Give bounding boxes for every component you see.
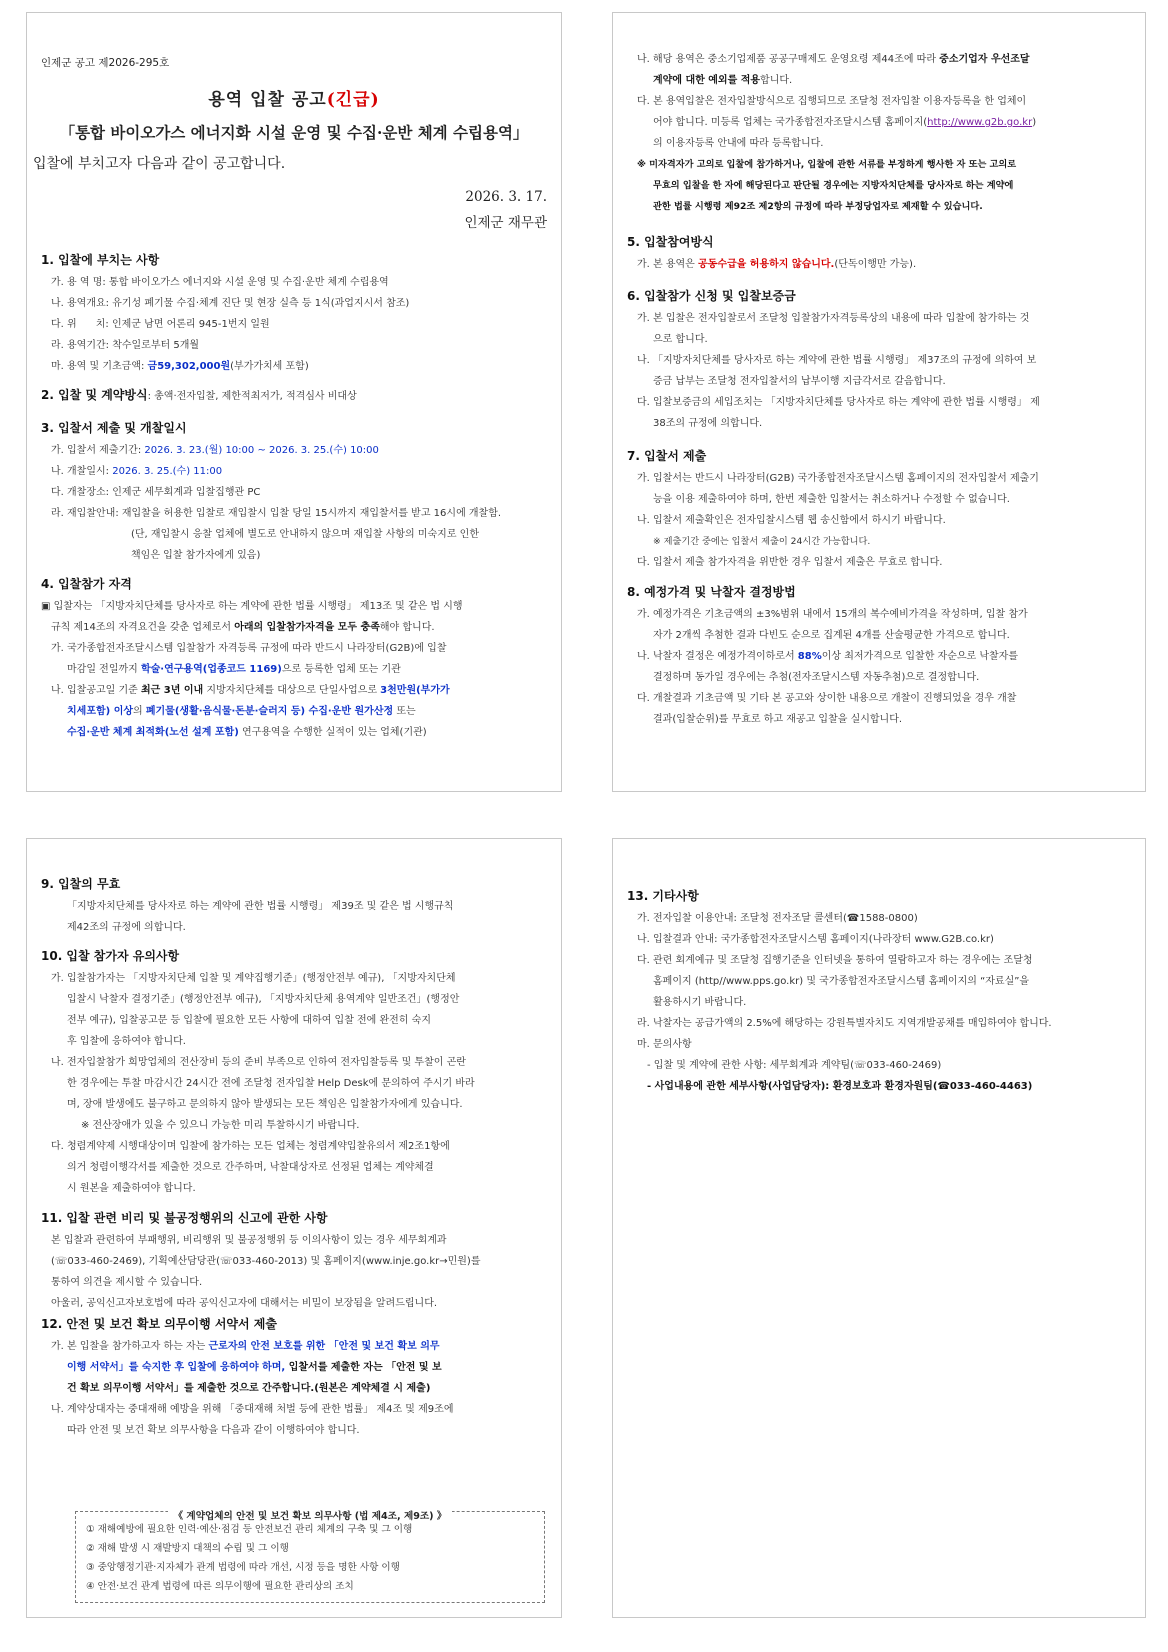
text: : 총액·전자입찰, 제한적최저가, 적격심사 비대상	[147, 391, 357, 402]
item-line: 다. 개찰결과 기초금액 및 기타 본 공고와 상이한 내용으로 개찰이 진행되었을 경우 개찰	[637, 693, 1017, 704]
g2b-link[interactable]: http://www.g2b.go.kr	[927, 117, 1033, 128]
section-2	[41, 385, 547, 407]
text: 아래의 입찰참가자격을 모두 충족	[234, 622, 380, 633]
item-line: 나. 계약상대자는 중대재해 예방을 위해 「중대재해 처벌 등에 관한 법률」 제4조 및 제9조에	[51, 1404, 454, 1415]
title-text: 용역 입찰 공고	[208, 90, 327, 110]
section-heading: 12. 안전 및 보건 확보 의무이행 서약서 제출	[41, 1317, 277, 1331]
item-line: 라. 재입찰안내: 재입찰을 허용한 입찰로 재입찰시 입찰 당일 15시까지 재입찰서를 받고 16시에 개찰함.	[51, 508, 502, 519]
text: 폐기물(생활·음식물·돈분·슬러지 등) 수집·운반 원가산정	[145, 706, 394, 717]
text: 규칙 제14조의 자격요건을 갖춘 업체로서	[51, 622, 235, 633]
section-heading: 10. 입찰 참가자 유의사항	[41, 949, 180, 963]
item-line: 입찰시 낙찰자 결정기준」(행정안전부 예규), 「지방자치단체 용역계약 일반조건」(행정안	[67, 994, 460, 1005]
submission-period: 2026. 3. 23.(월) 10:00 ~ 2026. 3. 25.(수) 10:00	[144, 445, 379, 456]
item-line: ▣ 입찰자는 「지방자치단체를 당사자로 하는 계약에 관한 법률 시행령」 제13조 및 같은 법 시행	[41, 601, 463, 612]
item-line	[41, 385, 547, 407]
item-line: 가. 용 역 명: 통합 바이오가스 에너지와 시설 운영 및 수집·운반 체계 수립용역	[51, 277, 389, 288]
item-line: 활용하시기 바랍니다.	[653, 997, 747, 1008]
item-line: 으로 합니다.	[653, 334, 708, 345]
item-line: 라. 용역기간: 착수일로부터 5개월	[51, 340, 200, 351]
section-heading: 8. 예정가격 및 낙찰자 결정방법	[627, 585, 796, 599]
item-line: 가. 예정가격은 기초금액의 ±3%범위 내에서 15개의 복수예비가격을 작성하며, 입찰 참가	[637, 609, 1028, 620]
warning-line: 무효의 입찰을 한 자에 해당된다고 판단될 경우에는 지방자치단체를 당사자로 하는 계약에	[653, 180, 1014, 191]
section-heading: 6. 입찰참가 신청 및 입찰보증금	[627, 289, 796, 303]
document-page-4	[612, 838, 1146, 1618]
item-line	[41, 1357, 547, 1378]
item-line: ※ 제출기간 중에는 입찰서 제출이 24시간 가능합니다.	[653, 536, 871, 547]
item-line: 38조의 규정에 의합니다.	[653, 418, 763, 429]
text: (부가가치세 포함)	[230, 361, 309, 372]
item-line: 책임은 입찰 참가자에게 있음)	[131, 550, 261, 561]
text: 합니다.	[760, 75, 793, 86]
item-line	[627, 49, 1131, 70]
contact-line: - 입찰 및 계약에 관한 사항: 세무회계과 계약팀(☏033-460-2469)	[647, 1060, 942, 1071]
text: 가. 입찰서 제출기간:	[51, 445, 145, 456]
item-line: 「지방자치단체를 당사자로 하는 계약에 관한 법률 시행령」 제39조 및 같은 법 시행규칙	[67, 901, 454, 912]
section-5	[627, 233, 1131, 275]
text: 입찰서를 제출한 자는 「안전 및 보	[285, 1362, 442, 1373]
text: 88%	[797, 651, 822, 662]
box-title: 《 계약업체의 안전 및 보건 확보 의무사항 (법 제4조, 제9조) 》	[168, 1511, 453, 1522]
item-line: 의거 청렴이행각서를 제출한 것으로 간주하며, 낙찰대상자로 선정된 업체는 계약체결	[67, 1162, 434, 1173]
box-item: ③ 중앙행정기관·지자체가 관계 법령에 따라 개선, 시정 등을 명한 사항 이행	[86, 1562, 400, 1573]
item-line: 다. 위 치: 인제군 남면 어론리 945-1번지 일원	[51, 319, 270, 330]
text: 수집·운반 체계 최적화(노선 설계 포함)	[67, 727, 239, 738]
box-item: ④ 안전·보건 관계 법령에 따른 의무이행에 필요한 관리상의 조치	[86, 1581, 354, 1592]
item-line	[41, 440, 547, 461]
warning-line: 관한 법률 시행령 제92조 제2항의 규정에 따라 부정당업자로 제재할 수 있습니다.	[653, 201, 983, 212]
text: 3천만원(부가가	[380, 685, 450, 696]
section-heading: 9. 입찰의 무효	[41, 877, 121, 891]
item-line: 나. 「지방자치단체를 당사자로 하는 계약에 관한 법률 시행령」 제37조의 규정에 의하여 보	[637, 355, 1037, 366]
item-line: 라. 낙찰자는 공급가액의 2.5%에 해당하는 강원특별자치도 지역개발공채를 매입하여야 합니다.	[637, 1018, 1052, 1029]
section-10	[41, 947, 547, 1199]
item-line	[41, 659, 547, 680]
item-line	[627, 254, 1131, 275]
item-line: 나. 용역개요: 유기성 폐기물 수집·체계 진단 및 현장 실측 등 1식(과업지시서 참조)	[51, 298, 410, 309]
section-heading: 4. 입찰참가 자격	[41, 577, 132, 591]
base-amount: 금59,302,000원	[147, 361, 231, 372]
notice-date: 2026. 3. 17.	[465, 189, 547, 205]
document-page-1	[26, 12, 562, 792]
section-heading: 11. 입찰 관련 비리 및 불공정행위의 신고에 관한 사항	[41, 1211, 328, 1225]
item-line: 능을 이용 제출하여야 하며, 한번 제출한 입찰서는 취소하거나 수정할 수 없습니다.	[653, 494, 1010, 505]
section-heading: 2. 입찰 및 계약방식	[41, 388, 148, 402]
text: 마. 용역 및 기초금액:	[51, 361, 148, 372]
section-4	[41, 575, 547, 743]
section-9	[41, 875, 547, 938]
text: 나. 낙찰자 결정은 예정가격이하로서	[637, 651, 798, 662]
section-1	[41, 251, 547, 377]
section-heading: 3. 입찰서 제출 및 개찰일시	[41, 421, 187, 435]
item-line: 다. 관련 회계예규 및 조달청 집행기준을 인터넷을 통하여 열람하고자 하는 경우에는 조달청	[637, 955, 1033, 966]
section-heading: 7. 입찰서 제출	[627, 449, 707, 463]
warning-line: ※ 미자격자가 고의로 입찰에 참가하거나, 입찰에 관한 서류를 부정하게 행사한 자 또는 고의로	[637, 159, 1017, 170]
box-title-wrap	[76, 1504, 544, 1523]
text: 이행 서약서」를 숙지한 후 입찰에 응하여야 하며,	[67, 1362, 286, 1373]
text: 연구용역을 수행한 실적이 있는 업체(기관)	[238, 727, 427, 738]
item-line: 가. 입찰서는 반드시 나라장터(G2B) 국가종합전자조달시스템 홈페이지의 전자입찰서 제출기	[637, 473, 1039, 484]
section-8	[627, 583, 1131, 730]
notice-number: 인제군 공고 제2026-295호	[41, 57, 170, 69]
item-line: (단, 재입찰시 응찰 업체에 별도로 안내하지 않으며 재입찰 사항의 미숙지로 인한	[131, 529, 479, 540]
item-line: 가. 국가종합전자조달시스템 입찰참가 자격등록 규정에 따라 반드시 나라장터(G2B)에 입찰	[51, 643, 447, 654]
item-line: 마. 문의사항	[637, 1039, 692, 1050]
safety-obligations-box	[75, 1511, 545, 1603]
text: 치세포함) 이상	[67, 706, 134, 717]
item-line: 아울러, 공익신고자보호법에 따라 공익신고자에 대해서는 비밀이 보장됨을 알려드립니다.	[51, 1298, 438, 1309]
text: 나. 해당 용역은 중소기업제품 공공구매제도 운영요령 제44조에 따라	[637, 54, 940, 65]
issuer: 인제군 재무관	[464, 215, 547, 231]
item-line: 나. 입찰서 제출확인은 전자입찰시스템 웹 송신함에서 하시기 바랍니다.	[637, 515, 946, 526]
text: 근로자의 안전 보호를 위한 「안전 및 보건 확보 의무	[208, 1341, 440, 1352]
item-line	[627, 70, 1131, 91]
item-line: 다. 입찰서 제출 참가자격을 위반한 경우 입찰서 제출은 무효로 합니다.	[637, 557, 943, 568]
item-line: 본 입찰과 관련하여 부패행위, 비리행위 및 불공정행위 등 이의사항이 있는 경우 세무회계과	[51, 1235, 447, 1246]
item-line: 나. 전자입찰참가 희망업체의 전산장비 등의 준비 부족으로 인하여 전자입찰등록 및 투찰이 곤란	[51, 1057, 466, 1068]
item-line: 한 경우에는 투찰 마감시간 24시간 전에 조달청 전자입찰 Help Desk에 문의하여 주시기 바라	[67, 1078, 475, 1089]
text: 이상 최저가격으로 입찰한 자순으로 낙찰자를	[821, 651, 1018, 662]
intro-text: 입찰에 부치고자 다음과 같이 공고합니다.	[33, 156, 286, 172]
text: (단독이행만 가능).	[834, 259, 917, 270]
item-line: 따라 안전 및 보건 확보 의무사항을 다음과 같이 이행하여야 합니다.	[67, 1425, 360, 1436]
section-6	[627, 287, 1131, 434]
item-line: ※ 전산장애가 있을 수 있으니 가능한 미리 투찰하시기 바랍니다.	[81, 1120, 360, 1131]
text: 가. 본 입찰을 참가하고자 하는 자는	[51, 1341, 209, 1352]
item-line: 다. 청렴계약제 시행대상이며 입찰에 참가하는 모든 업체는 청렴계약입찰유의서 제2조1항에	[51, 1141, 450, 1152]
text: 나. 입찰공고일 기준	[51, 685, 141, 696]
document-title	[27, 85, 561, 110]
item-line: 제42조의 규정에 의합니다.	[67, 922, 186, 933]
item-line: 가. 전자입찰 이용안내: 조달청 전자조달 콜센터(☎1588-0800)	[637, 913, 918, 924]
item-line: 가. 입찰참가자는 「지방자치단체 입찰 및 계약집행기준」(행정안전부 예규), 「지방자치단체	[51, 973, 456, 984]
section-heading: 5. 입찰참여방식	[627, 235, 714, 249]
item-line	[41, 701, 547, 722]
opening-date: 2026. 3. 25.(수) 11:00	[112, 466, 223, 477]
text: 가. 본 용역은	[637, 259, 699, 270]
item-line: 가. 본 입찰은 전자입찰로서 조달청 입찰참가자격등록상의 내용에 따라 입찰에 참가하는 것	[637, 313, 1030, 324]
text: 중소기업자 우선조달	[939, 54, 1030, 65]
item-line	[41, 1336, 547, 1357]
box-item: ② 재해 발생 시 재발방지 대책의 수립 및 그 이행	[86, 1543, 289, 1554]
text: 어야 합니다. 미등록 업체는 국가종합전자조달시스템 홈페이지(	[653, 117, 928, 128]
text: 해야 합니다.	[379, 622, 435, 633]
item-line	[627, 112, 1131, 133]
item-line	[41, 356, 547, 377]
section-12	[41, 1315, 547, 1441]
text: 의	[133, 706, 146, 717]
item-line	[41, 680, 547, 701]
section-7	[627, 447, 1131, 573]
text: 으로 등록한 업체 또는 기관	[281, 664, 401, 675]
project-name: 「통합 바이오가스 에너지화 시설 운영 및 수집·운반 체계 수립용역」	[59, 123, 529, 142]
item-line: 다. 개찰장소: 인제군 세무회계과 입찰집행관 PC	[51, 487, 261, 498]
item-line: (☏033-460-2469), 기획예산담당관(☏033-460-2013) 및 홈페이지(www.inje.go.kr→민원)를	[51, 1256, 481, 1267]
text: 공동수급을 허용하지 않습니다.	[698, 259, 835, 270]
item-line: 자가 2개씩 추첨한 결과 다빈도 순으로 집계된 4개를 산술평균한 가격으로 합니다.	[653, 630, 1010, 641]
item-line	[627, 646, 1131, 667]
section-3	[41, 419, 547, 566]
item-line: 다. 본 용역입찰은 전자입찰방식으로 집행되므로 조달청 전자입찰 이용자등록을 한 업체이	[637, 96, 1027, 107]
document-page-2	[612, 12, 1146, 792]
item-line: 증금 납부는 조달청 전자입찰서의 납부이행 지급각서로 갈음합니다.	[653, 376, 946, 387]
section-heading: 13. 기타사항	[627, 889, 699, 903]
item-line: 나. 입찰결과 안내: 국가종합전자조달시스템 홈페이지(나라장터 www.G2B.co.kr)	[637, 934, 994, 945]
item-line	[41, 617, 547, 638]
item-line: 홈페이지 (http//www.pps.go.kr) 및 국가종합전자조달시스템 홈페이지의 “자료실”을	[653, 976, 1030, 987]
text: 나. 개찰일시:	[51, 466, 113, 477]
urgent-tag: (긴급)	[326, 90, 380, 110]
item-line: 통하여 의견을 제시할 수 있습니다.	[51, 1277, 203, 1288]
item-line: 건 확보 의무이행 서약서」를 제출한 것으로 간주합니다.(원본은 계약체결 시 제출)	[67, 1383, 431, 1394]
section-heading: 1. 입찰에 부치는 사항	[41, 253, 160, 267]
section-4-continued	[627, 49, 1131, 217]
item-line	[41, 461, 547, 482]
text: 지방자치단체를 대상으로 단일사업으로	[203, 685, 381, 696]
item-line: 결정하며 동가일 경우에는 추첨(전자조달시스템 자동추첨)으로 결정합니다.	[653, 672, 980, 683]
item-line: 후 입찰에 응하여야 합니다.	[67, 1036, 186, 1047]
text: 계약에 대한 예외를 적용	[653, 75, 761, 86]
item-line: 며, 장애 발생에도 불구하고 문의하지 않아 발생되는 모든 책임은 입찰참가자에게 있습니다.	[67, 1099, 463, 1110]
document-page-3	[26, 838, 562, 1618]
box-item: ① 재해예방에 필요한 인력·예산·점검 등 안전보건 관리 체계의 구축 및 그 이행	[86, 1524, 413, 1535]
text: 마감일 전일까지	[67, 664, 141, 675]
text: )	[1032, 117, 1037, 128]
section-13	[627, 887, 1131, 1097]
contact-line: - 사업내용에 관한 세부사항(사업담당자): 환경보호과 환경자원팀(☎033-460-4463)	[647, 1081, 1033, 1092]
item-line	[41, 722, 547, 743]
section-11	[41, 1209, 547, 1314]
item-line: 다. 입찰보증금의 세입조치는 「지방자치단체를 당사자로 하는 계약에 관한 법률 시행령」 제	[637, 397, 1040, 408]
item-line: 전부 예규), 입찰공고문 등 입찰에 필요한 모든 사항에 대하여 입찰 전에 완전히 숙지	[67, 1015, 432, 1026]
item-line: 결과(입찰순위)를 무효로 하고 재공고 입찰을 실시합니다.	[653, 714, 903, 725]
item-line: 시 원본을 제출하여야 합니다.	[67, 1183, 196, 1194]
item-line: 의 이용자등록 안내에 따라 등록합니다.	[653, 138, 824, 149]
text: 또는	[393, 706, 416, 717]
text: 학술·연구용역(업종코드 1169)	[140, 664, 282, 675]
text: 최근 3년 이내	[141, 685, 204, 696]
